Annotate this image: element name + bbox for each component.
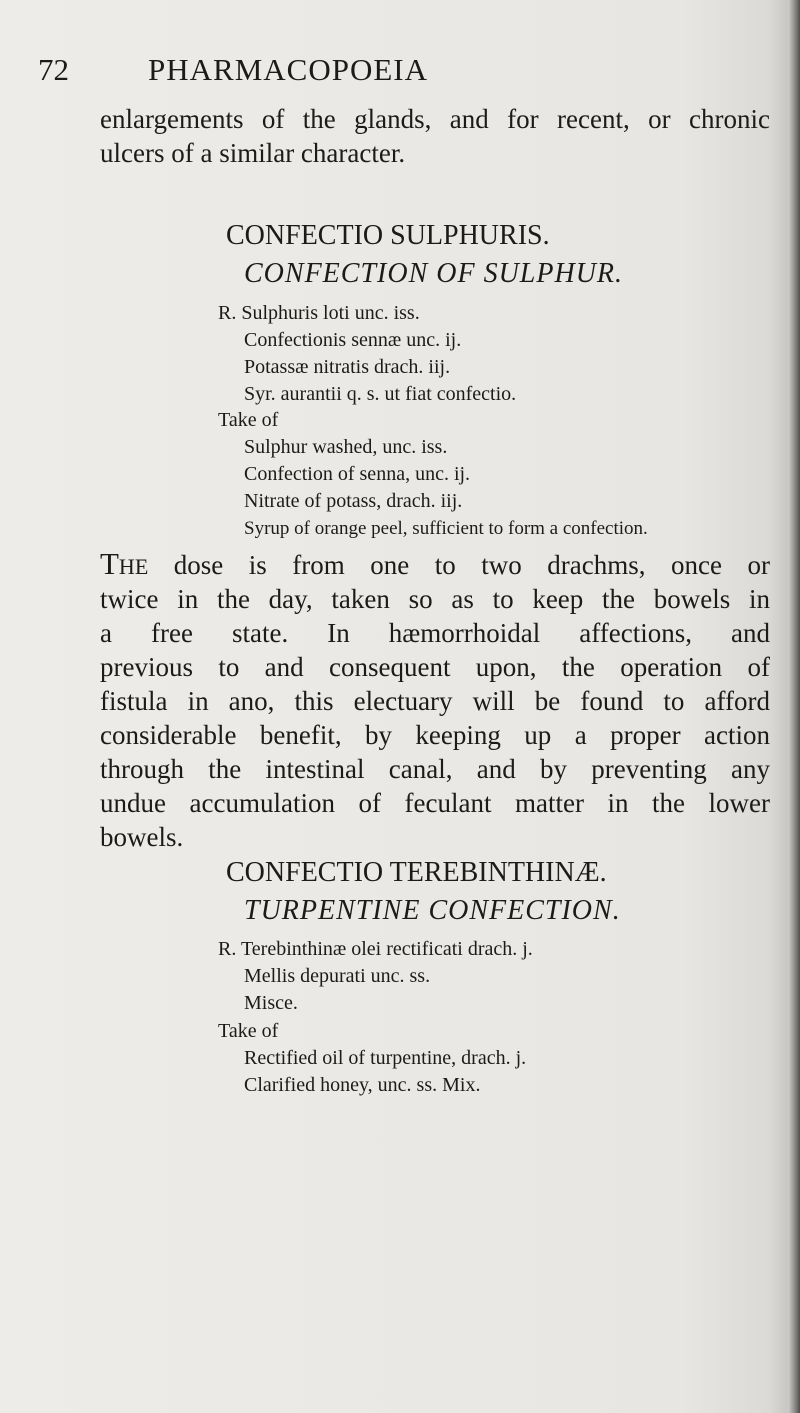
body-paragraph [100,547,770,854]
latin-recipe [218,936,533,1017]
section-title-text: CONFECTIO TEREBINTHINÆ. [226,857,607,888]
text-line: undue accumulation of feculant matter in the lower [100,788,770,818]
recipe-line: Mellis depurati unc. ss. [244,965,431,987]
recipe-line: R. Terebinthinæ olei rectificati drach. j. [218,938,533,960]
text-line: fistula in ano, this electuary will be found to afford [100,686,770,716]
text-line: ulcers of a similar character. [100,138,406,168]
text-line-rest: dose is from one to two drachms, once or [173,550,770,580]
text-line: a free state. In hæmorrhoidal affections, and [100,618,770,648]
recipe-line: Sulphur washed, unc. iss. [244,436,448,458]
recipe-line: Syrup of orange peel, sufficient to form a confection. [244,518,648,539]
section-subtitle-text: CONFECTION OF SULPHUR. [244,258,624,289]
recipe-line: Rectified oil of turpentine, drach. j. [244,1047,527,1069]
text-line [100,547,770,582]
drop-word: The [100,546,149,581]
text-line: previous to and consequent upon, the operation of [100,652,770,682]
recipe-intro: Take of [218,409,279,431]
english-recipe [218,1018,526,1099]
page-header [0,52,800,92]
page-edge [788,0,800,1413]
text-line: enlargements of the glands, and for recent, or chronic [100,104,770,134]
recipe-line: R. Sulphuris loti unc. iss. [218,302,420,324]
text-line: bowels. [100,822,184,852]
latin-recipe [218,300,516,408]
section-subtitle-text: TURPENTINE CONFECTION. [244,895,621,926]
text-line: considerable benefit, by keeping up a proper action [100,720,770,750]
page-number: 72 [38,52,69,87]
recipe-line: Potassæ nitratis drach. iij. [244,356,451,378]
section-title-text: CONFECTIO SULPHURIS. [226,220,550,251]
intro-paragraph [100,102,770,170]
recipe-line: Confection of senna, unc. ij. [244,463,471,485]
recipe-line: Syr. aurantii q. s. ut fiat confectio. [244,383,517,405]
recipe-line: Confectionis sennæ unc. ij. [244,329,462,351]
recipe-line: Nitrate of potass, drach. iij. [244,490,463,512]
english-recipe [218,407,648,542]
text-line: twice in the day, taken so as to keep the bowels in [100,584,770,614]
recipe-intro: Take of [218,1020,279,1042]
running-head: PHARMACOPOEIA [148,52,428,87]
recipe-line: Misce. [244,992,298,1014]
recipe-line: Clarified honey, unc. ss. Mix. [244,1074,481,1096]
text-line: through the intestinal canal, and by preventing any [100,754,770,784]
